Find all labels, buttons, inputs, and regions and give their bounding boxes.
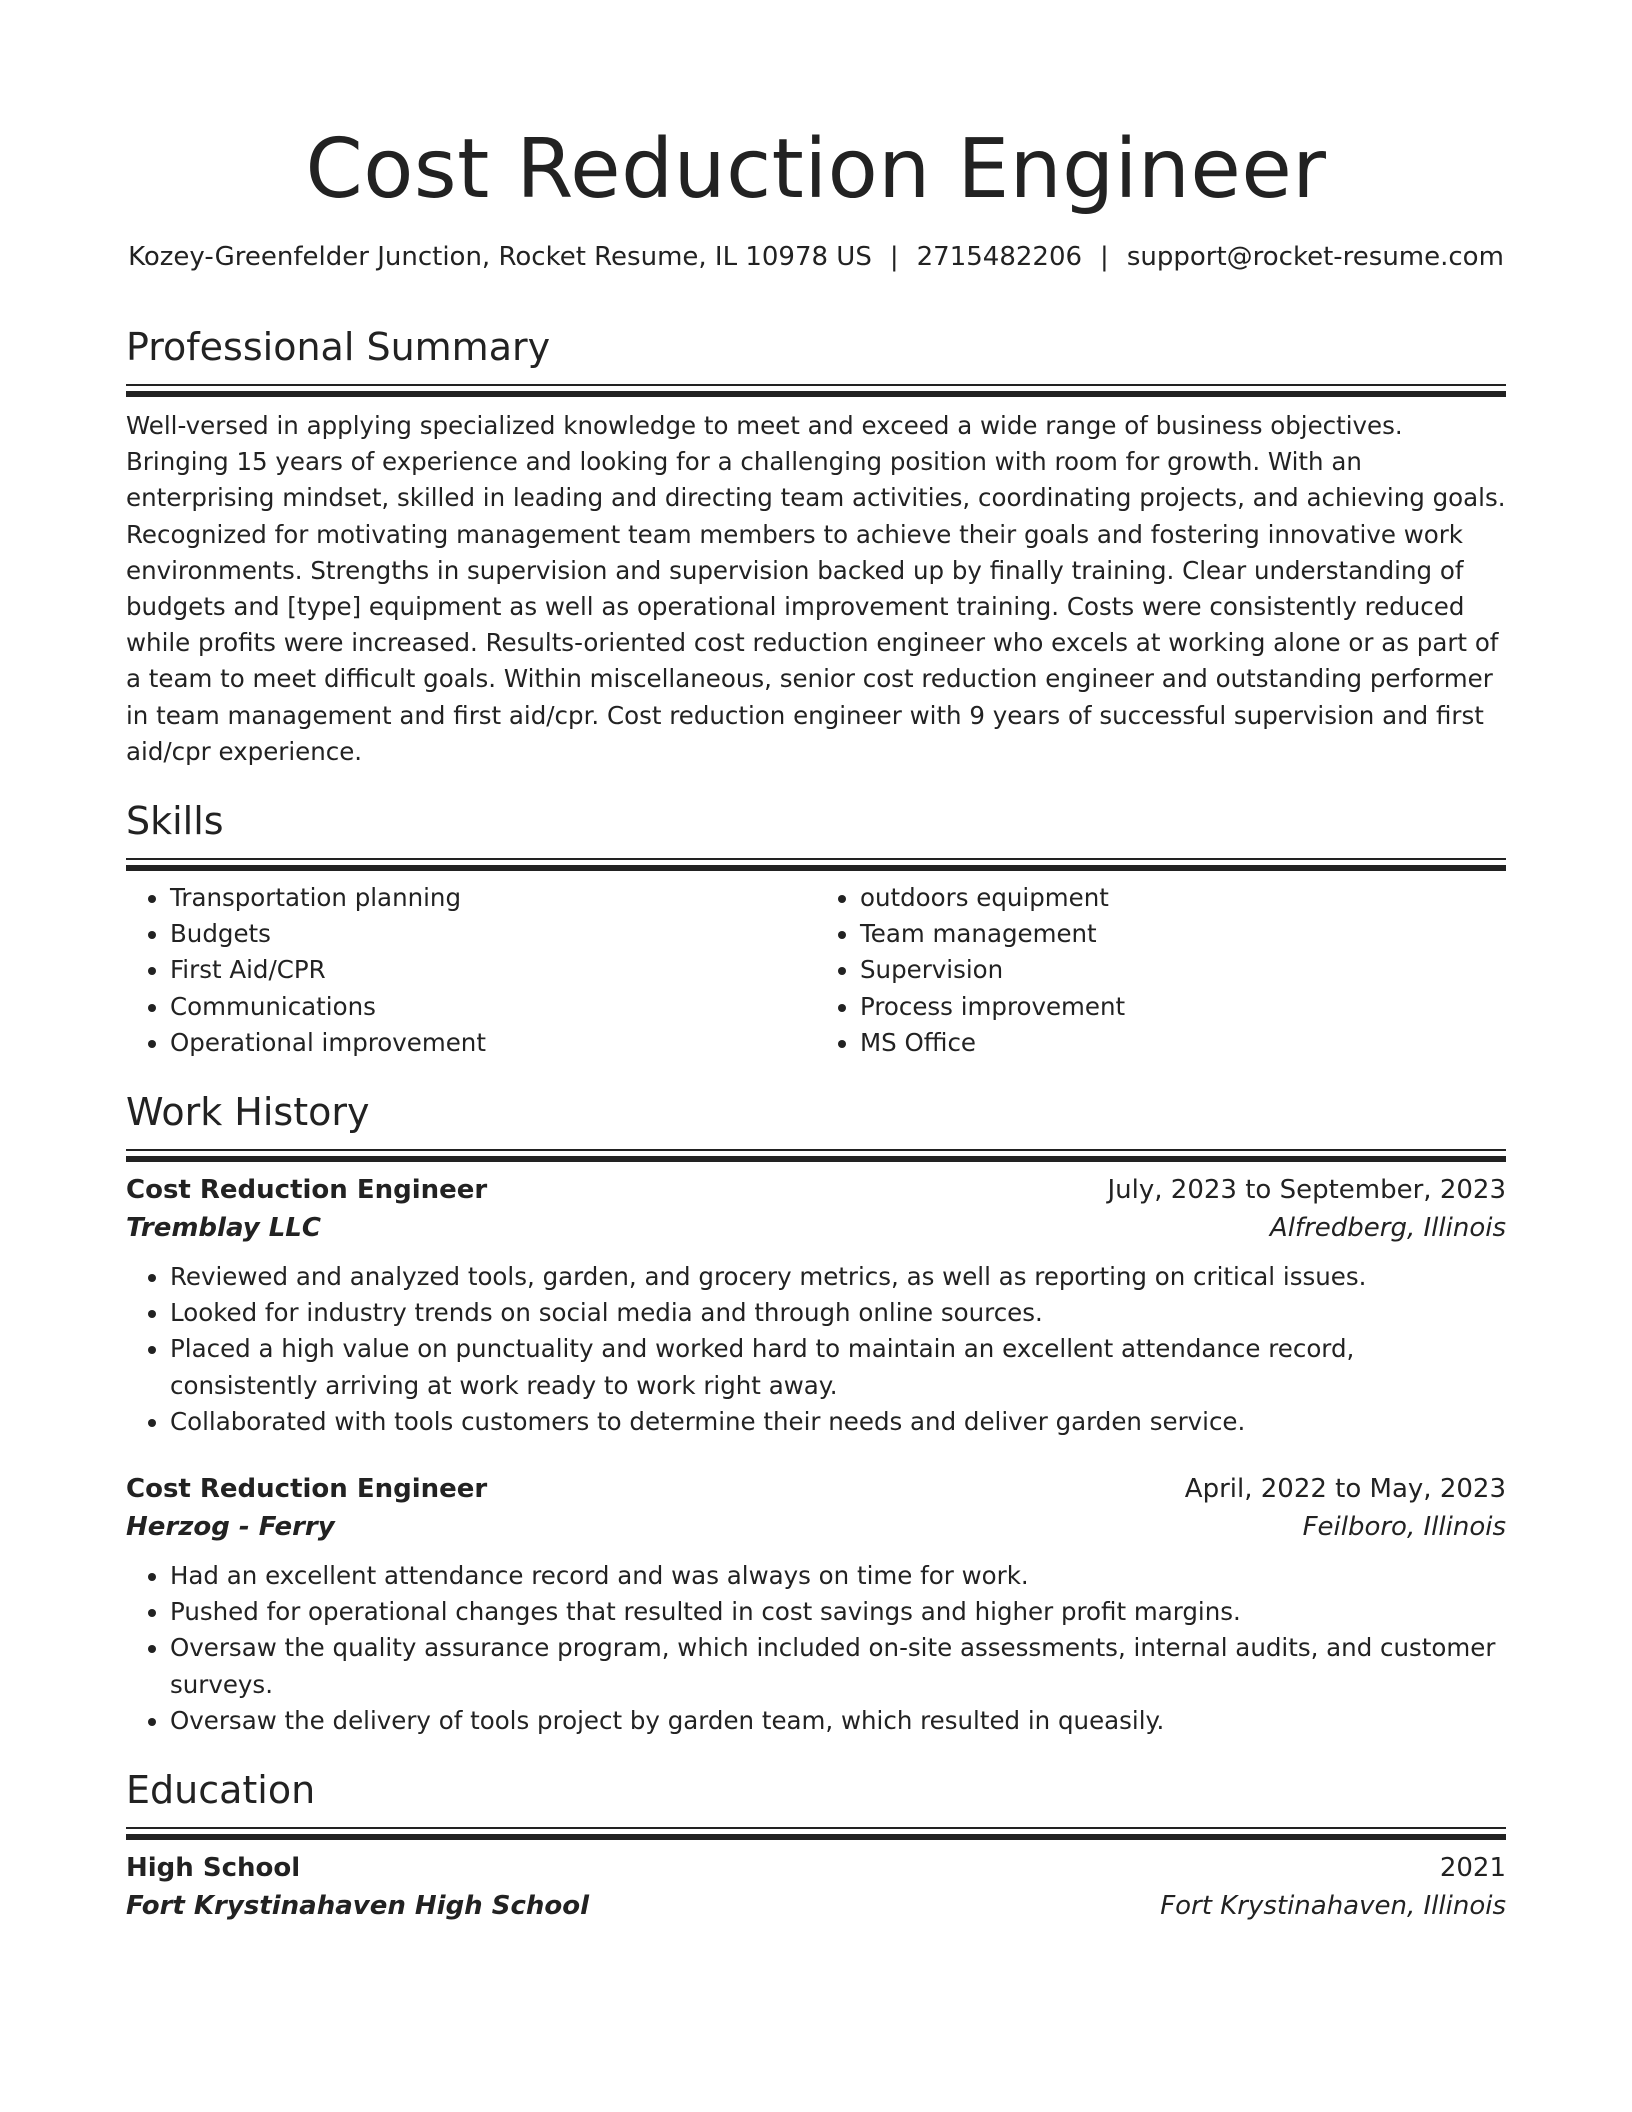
education-header bbox=[126, 1849, 1506, 1887]
job-bullets bbox=[126, 1558, 1506, 1739]
job-subheader bbox=[126, 1508, 1506, 1546]
job-bullet: • Pushed for operational changes that resulted in cost savings and higher profit margins. bbox=[170, 1594, 1506, 1630]
skill-item: • Communications bbox=[170, 989, 816, 1025]
job-bullet: • Collaborated with tools customers to determine their needs and deliver garden service. bbox=[170, 1404, 1506, 1440]
skill-item: • outdoors equipment bbox=[860, 880, 1506, 916]
education-degree: High School bbox=[126, 1853, 301, 1884]
contact-separator: | bbox=[889, 242, 899, 272]
contact-address: Kozey-Greenfelder Junction, Rocket Resume, IL 10978 US bbox=[128, 242, 872, 272]
section-divider bbox=[126, 384, 1506, 386]
resume-name: Cost Reduction Engineer bbox=[305, 122, 1327, 217]
education-title: Education bbox=[126, 1768, 316, 1813]
job-subheader bbox=[126, 1209, 1506, 1247]
job-bullets bbox=[126, 1259, 1506, 1440]
contact-phone: 2715482206 bbox=[916, 242, 1083, 272]
job-bullet: • Had an excellent attendance record and was always on time for work. bbox=[170, 1558, 1506, 1594]
work-section bbox=[126, 1089, 1506, 1739]
job-dates: April, 2022 to May, 2023 bbox=[1184, 1474, 1506, 1505]
summary-title: Professional Summary bbox=[126, 325, 551, 369]
education-year: 2021 bbox=[1439, 1853, 1506, 1884]
job-header bbox=[126, 1470, 1506, 1508]
job-header bbox=[126, 1171, 1506, 1209]
skill-item: • Process improvement bbox=[860, 989, 1506, 1025]
skill-item: • First Aid/CPR bbox=[170, 952, 816, 988]
section-divider bbox=[126, 1149, 1506, 1151]
job-bullet: • Looked for industry trends on social media and through online sources. bbox=[170, 1295, 1506, 1331]
education-entry bbox=[126, 1849, 1506, 1925]
job-title: Cost Reduction Engineer bbox=[126, 1474, 488, 1505]
skill-item: • Transportation planning bbox=[170, 880, 816, 916]
education-subheader bbox=[126, 1887, 1506, 1925]
skills-section bbox=[126, 798, 1506, 1061]
job-company: Herzog - Ferry bbox=[126, 1512, 335, 1543]
section-divider bbox=[126, 1827, 1506, 1829]
skill-item: • Budgets bbox=[170, 916, 816, 952]
skills-list-right bbox=[816, 880, 1506, 1061]
summary-text: Well-versed in applying specialized knowledge to meet and exceed a wide range of business objectives. Bringing 15 years of experience and looking for a challenging position with room for growth. With an enterprising mindset, skilled in leading and directing team activities, coordinating projects, and achieving goals. Recognized for motivating management team members to achieve their goals and fostering innovative work environments. Strengths in supervision and supervision backed up by finally training. Clear understanding of budgets and [type] equipment as well as operational improvement training. Costs were consistently reduced while profits were increased. Results-oriented cost reduction engineer who excels at working alone or as part of a team to meet difficult goals. Within miscellaneous, senior cost reduction engineer and outstanding performer in team management and first aid/cpr. Cost reduction engineer with 9 years of successful supervision and first aid/cpr experience. bbox=[126, 411, 1506, 766]
education-section bbox=[126, 1767, 1506, 1925]
job-bullet: • Oversaw the delivery of tools project by garden team, which resulted in queasily. bbox=[170, 1703, 1506, 1739]
skills-title: Skills bbox=[126, 799, 224, 844]
job-company: Tremblay LLC bbox=[126, 1213, 321, 1244]
job-location: Alfredberg, Illinois bbox=[1269, 1213, 1506, 1244]
job-title: Cost Reduction Engineer bbox=[126, 1175, 488, 1206]
job-bullet: • Reviewed and analyzed tools, garden, and grocery metrics, as well as reporting on critical issues. bbox=[170, 1259, 1506, 1295]
skill-item: • Team management bbox=[860, 916, 1506, 952]
work-title: Work History bbox=[126, 1090, 370, 1135]
section-divider bbox=[126, 858, 1506, 860]
skill-item: • Supervision bbox=[860, 952, 1506, 988]
contact-separator: | bbox=[1100, 242, 1109, 272]
job-bullet: • Oversaw the quality assurance program, which included on-site assessments, internal audits, and customer surveys. bbox=[170, 1630, 1506, 1702]
contact-email: support@rocket-resume.com bbox=[1126, 242, 1504, 272]
job-dates: July, 2023 to September, 2023 bbox=[1107, 1175, 1506, 1206]
skill-item: • MS Office bbox=[860, 1025, 1506, 1061]
summary-section bbox=[126, 324, 1506, 770]
job-location: Feilboro, Illinois bbox=[1302, 1512, 1506, 1543]
education-location: Fort Krystinahaven, Illinois bbox=[1160, 1891, 1506, 1922]
job-entry bbox=[126, 1171, 1506, 1440]
skills-list-left bbox=[126, 880, 816, 1061]
job-entry bbox=[126, 1470, 1506, 1739]
job-bullet: • Placed a high value on punctuality and worked hard to maintain an excellent attendance record, consistently arriving at work ready to work right away. bbox=[170, 1331, 1506, 1403]
skills-grid bbox=[126, 880, 1506, 1061]
education-school: Fort Krystinahaven High School bbox=[126, 1891, 590, 1922]
skill-item: • Operational improvement bbox=[170, 1025, 816, 1061]
contact-line bbox=[126, 240, 1506, 274]
